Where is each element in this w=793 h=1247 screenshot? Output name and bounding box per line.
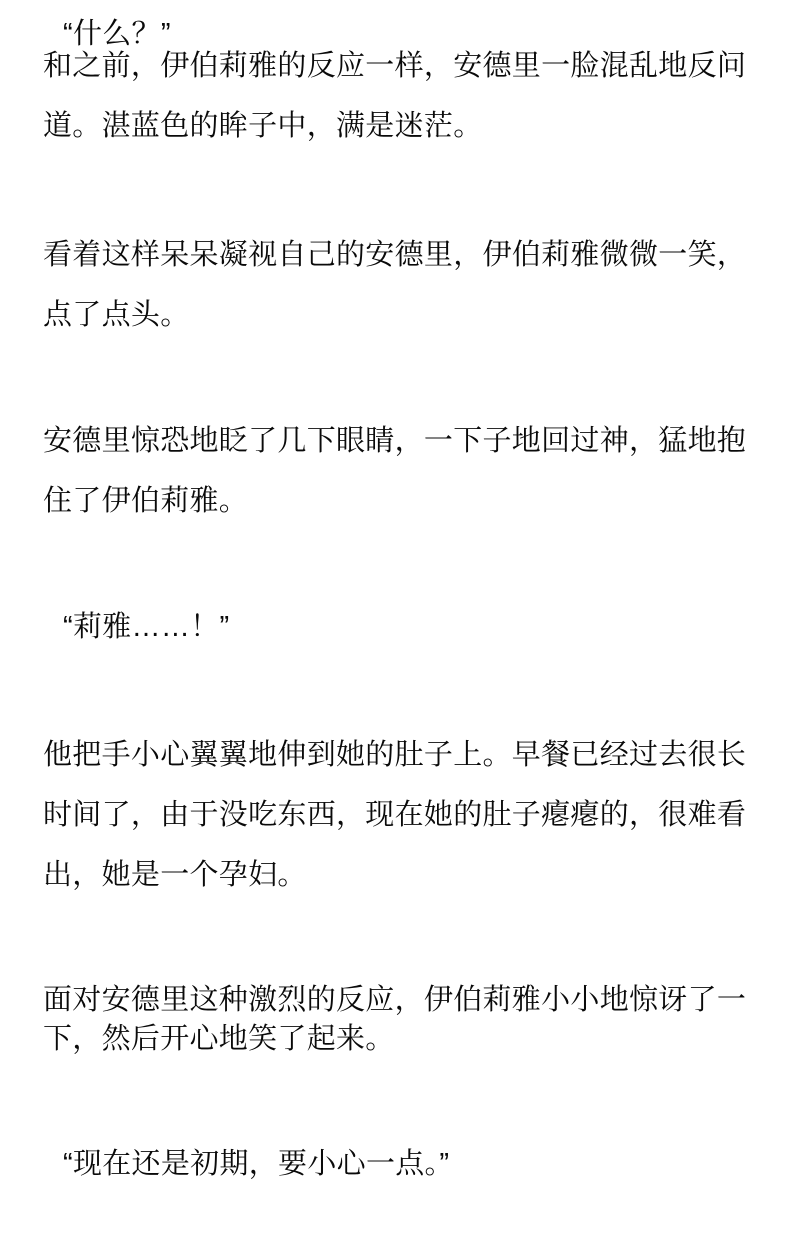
text-line: 住了伊伯莉雅。 <box>43 485 249 517</box>
text-line: 道。湛蓝色的眸子中，满是迷茫。 <box>43 110 483 142</box>
paragraph-dialogue <box>63 609 229 645</box>
paragraph-narration <box>43 411 746 531</box>
text-line: 他把手小心翼翼地伸到她的肚子上。早餐已经过去很长 <box>43 739 747 771</box>
paragraph-dialogue <box>63 1146 449 1182</box>
paragraph-narration <box>43 225 746 345</box>
text-line: 出，她是一个孕妇。 <box>43 859 307 891</box>
text-line: 安德里惊恐地眨了几下眼睛，一下子地回过神，猛地抱 <box>43 425 747 457</box>
text-line: “什么？” <box>63 18 171 50</box>
text-line: 和之前，伊伯莉雅的反应一样，安德里一脸混乱地反问 <box>43 50 747 82</box>
text-line: 时间了，由于没吃东西，现在她的肚子瘪瘪的，很难看 <box>43 799 747 831</box>
text-line: 下，然后开心地笑了起来。 <box>43 1023 395 1055</box>
paragraph-narration <box>43 981 746 1059</box>
text-line: 看着这样呆呆凝视自己的安德里，伊伯莉雅微微一笑， <box>43 239 747 271</box>
text-line: “莉雅……！” <box>63 611 230 643</box>
paragraph-narration <box>43 36 746 156</box>
paragraph-narration <box>43 725 746 905</box>
text-line: “现在还是初期，要小心一点。” <box>63 1148 450 1180</box>
text-line: 点了点头。 <box>43 299 190 331</box>
text-line: 面对安德里这种激烈的反应，伊伯莉雅小小地惊讶了一 <box>43 984 747 1016</box>
